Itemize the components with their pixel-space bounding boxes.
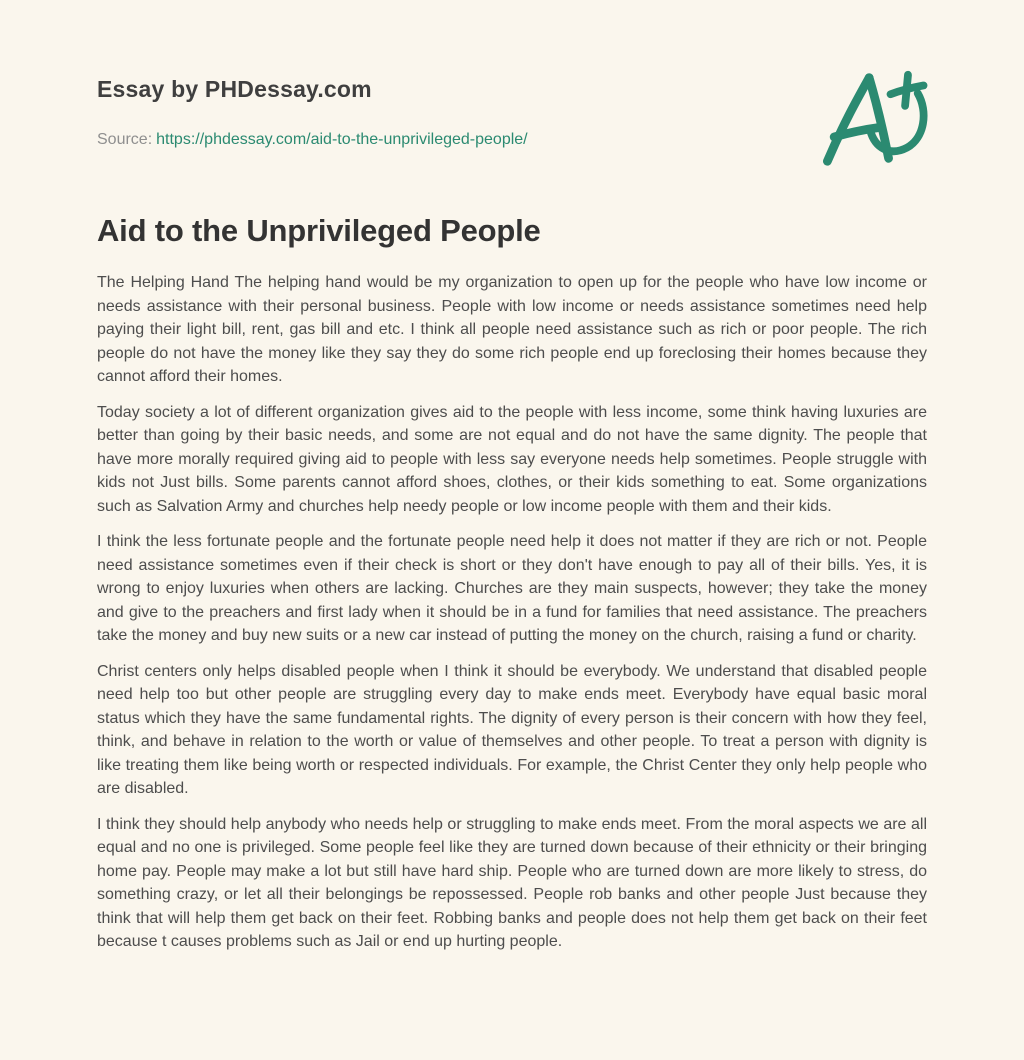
essay-paragraph-4: Christ centers only helps disabled people when I think it should be everybody. We understand that disabled people need help too but other people are struggling every day to make ends meet. Everybody have equal basic moral status which they have the same fundamental rights. The dignity of every person is their concern with how they feel, think, and behave in relation to the worth or value of themselves and other people. To treat a person with dignity is like treating them like being worth or respected individuals. For example, the Christ Center they only help people who are disabled. — [97, 662, 927, 797]
source-label: Source: — [97, 131, 153, 148]
site-header-title: Essay by PHDessay.com — [97, 76, 372, 102]
page-header — [97, 76, 927, 149]
source-line — [97, 131, 927, 149]
essay-paragraph-3: I think the less fortunate people and the fortunate people need help it does not matter if they are rich or not. People need assistance sometimes even if their check is short or they don't have enough to pay all of their bills. Yes, it is wrong to enjoy luxuries when others are lacking. Churches are they main suspects, however; they take the money and give to the preachers and first lady when it should be in a fund for families that need assistance. The preachers take the money and buy new suits or a new car instead of putting the money on the church, raising a fund or charity. — [97, 533, 927, 644]
essay-paragraph-1: The Helping Hand The helping hand would be my organization to open up for the people who have low income or needs assistance with their personal business. People with low income or needs assistance sometimes need help paying their light bill, rent, gas bill and etc. I think all people need assistance such as rich or poor people. The rich people do not have the money like they say they do some rich people end up foreclosing their homes because they cannot afford their homes. — [97, 274, 927, 385]
essay-paragraph-2: Today society a lot of different organization gives aid to the people with less income, some think having luxuries are better than going by their basic needs, and some are not equal and do not have the same dignity. The people that have more morally required giving aid to people with less say everyone needs help sometimes. People struggle with kids not Just bills. Some parents cannot afford shoes, clothes, or their kids something to eat. Some organizations such as Salvation Army and churches help needy people or low income people with them and their kids. — [97, 403, 927, 515]
page-container — [97, 0, 927, 954]
a-plus-logo-icon — [815, 68, 933, 170]
source-link[interactable]: https://phdessay.com/aid-to-the-unprivileged-people/ — [156, 131, 528, 148]
essay-paragraph-5: I think they should help anybody who needs help or struggling to make ends meet. From the moral aspects we are all equal and no one is privileged. Some people feel like they are turned down because of their ethnicity or their bringing home pay. People may make a lot but still have hard ship. People who are turned down are more likely to stress, do something crazy, or let all their belongings be repossessed. People rob banks and other people Just because they think that will help them get back on their feet. Robbing banks and people does not help them get back on their feet because t causes problems such as Jail or end up hurting people. — [97, 815, 927, 950]
essay-title: Aid to the Unprivileged People — [97, 213, 541, 248]
essay-article — [97, 213, 927, 954]
